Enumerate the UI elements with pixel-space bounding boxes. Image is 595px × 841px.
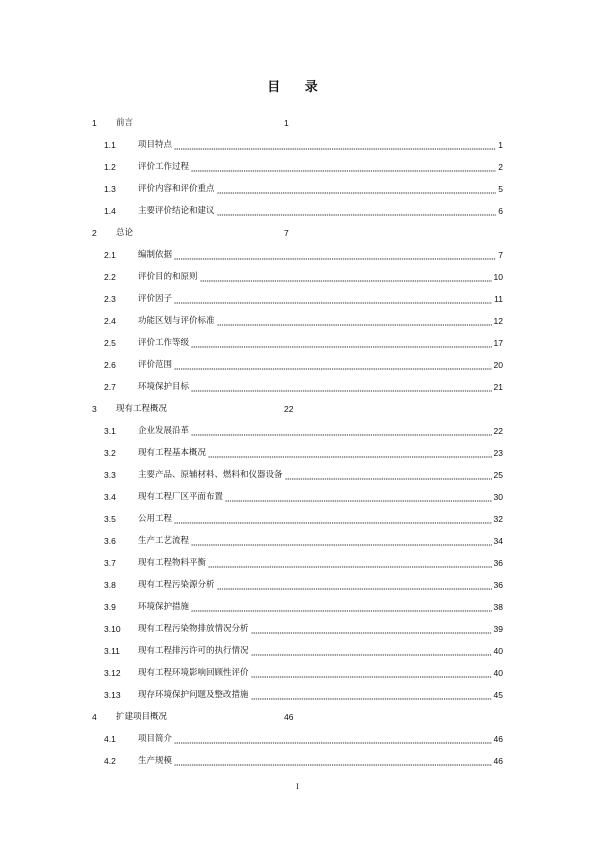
toc-entry-page: 40 [493,646,503,656]
toc-entry-page: 45 [493,690,503,700]
toc-entry-page: 17 [493,338,503,348]
toc-dot-leader [174,244,496,266]
toc-entry-label: 公用工程 [138,514,173,524]
toc-section-row[interactable] [0,508,595,530]
toc-section-row[interactable] [0,200,595,222]
toc-entry-number: 1.4 [104,206,116,216]
toc-entry-number: 3.12 [104,668,121,678]
toc-dot-leader [217,574,492,596]
toc-entry-page: 40 [493,668,503,678]
toc-entry-number: 2 [92,228,97,238]
toc-entry-label: 评价因子 [138,294,173,304]
toc-section-row[interactable] [0,574,595,596]
toc-entry-number: 3.5 [104,514,116,524]
toc-entry-label: 评价目的和原则 [138,272,198,282]
toc-entry-number: 2.5 [104,338,116,348]
toc-section-row[interactable] [0,244,595,266]
toc-entry-page: 1 [284,118,289,128]
toc-section-row[interactable] [0,640,595,662]
toc-entry-page: 38 [493,602,503,612]
toc-section-row[interactable] [0,442,595,464]
toc-entry-label: 主要评价结论和建议 [138,206,215,216]
toc-dot-leader [208,552,492,574]
toc-entry-page: 46 [493,734,503,744]
toc-entry-number: 4.2 [104,756,116,766]
toc-section-row[interactable] [0,464,595,486]
toc-dot-leader [191,420,492,442]
toc-entry-number: 3.8 [104,580,116,590]
toc-dot-leader [217,178,496,200]
toc-entry-number: 2.4 [104,316,116,326]
toc-chapter-row[interactable] [0,398,595,420]
toc-entry-number: 3.2 [104,448,116,458]
toc-dot-leader [251,618,492,640]
toc-entry-label: 现有工程概况 [116,404,168,414]
toc-section-row[interactable] [0,310,595,332]
toc-section-row[interactable] [0,618,595,640]
toc-dot-leader [208,442,492,464]
toc-entry-page: 36 [493,580,503,590]
toc-entry-label: 环境保护目标 [138,382,190,392]
toc-entry-label: 现有工程污染物排放情况分析 [138,624,249,634]
toc-entry-label: 项目简介 [138,734,173,744]
toc-section-row[interactable] [0,354,595,376]
toc-entry-number: 3.1 [104,426,116,436]
toc-dot-leader [191,596,492,618]
toc-entry-label: 生产规模 [138,756,173,766]
toc-dot-leader [217,310,492,332]
toc-section-row[interactable] [0,134,595,156]
toc-dot-leader [174,750,492,772]
toc-dot-leader [217,200,496,222]
toc-dot-leader [174,728,492,750]
toc-section-row[interactable] [0,486,595,508]
toc-section-row[interactable] [0,684,595,706]
toc-entry-label: 现有工程物料平衡 [138,558,207,568]
toc-dot-leader [251,684,492,706]
toc-dot-leader [200,266,492,288]
toc-entry-label: 企业发展沿革 [138,426,190,436]
toc-entry-number: 4.1 [104,734,116,744]
toc-entry-label: 功能区划与评价标准 [138,316,215,326]
toc-entry-number: 3.3 [104,470,116,480]
toc-entry-page: 7 [284,228,289,238]
toc-entry-number: 3.10 [104,624,121,634]
toc-entry-number: 2.3 [104,294,116,304]
toc-section-row[interactable] [0,596,595,618]
page-number: I [296,782,299,791]
toc-entry-label: 评价范围 [138,360,173,370]
toc-entry-page: 7 [498,250,503,260]
toc-entry-page: 22 [493,426,503,436]
toc-entry-label: 现有工程厂区平面布置 [138,492,224,502]
toc-entry-label: 扩建项目概况 [116,712,168,722]
toc-entry-number: 2.1 [104,250,116,260]
toc-entry-page: 2 [498,162,503,172]
toc-section-row[interactable] [0,420,595,442]
toc-entry-label: 评价工作过程 [138,162,190,172]
toc-entry-page: 5 [498,184,503,194]
toc-entry-number: 4 [92,712,97,722]
toc-entry-label: 现有工程排污许可的执行情况 [138,646,249,656]
toc-entry-number: 3.6 [104,536,116,546]
toc-entry-number: 2.6 [104,360,116,370]
toc-entry-number: 1 [92,118,97,128]
toc-section-row[interactable] [0,662,595,684]
toc-entry-label: 编制依据 [138,250,173,260]
toc-dot-leader [174,508,492,530]
toc-dot-leader [251,662,492,684]
toc-section-row[interactable] [0,728,595,750]
toc-entry-label: 现有工程污染源分析 [138,580,215,590]
toc-entry-label: 现有工程基本概况 [138,448,207,458]
toc-entry-page: 22 [284,404,294,414]
toc-entry-page: 10 [493,272,503,282]
toc-title: 目 录 [267,80,328,95]
toc-section-row[interactable] [0,156,595,178]
toc-chapter-row[interactable] [0,706,595,728]
toc-entry-number: 3.11 [104,646,120,656]
toc-section-row[interactable] [0,266,595,288]
toc-entry-number: 1.1 [104,140,116,150]
toc-entry-page: 36 [493,558,503,568]
toc-entry-page: 46 [493,756,503,766]
toc-entry-label: 项目特点 [138,140,173,150]
toc-chapter-row[interactable] [0,222,595,244]
toc-entry-label: 前言 [116,118,134,128]
toc-entry-label: 评价内容和评价重点 [138,184,215,194]
toc-chapter-row[interactable] [0,112,595,134]
toc-section-row[interactable] [0,288,595,310]
toc-dot-leader [174,134,496,156]
toc-entry-page: 1 [498,140,503,150]
toc-entry-number: 1.2 [104,162,116,172]
toc-entry-page: 12 [493,316,503,326]
toc-entry-page: 34 [493,536,503,546]
toc-entry-label: 评价工作等级 [138,338,190,348]
toc-dot-leader [191,530,492,552]
toc-entry-number: 2.7 [104,382,116,392]
toc-section-row[interactable] [0,530,595,552]
toc-entry-page: 32 [493,514,503,524]
toc-section-row[interactable] [0,332,595,354]
toc-entry-page: 25 [493,470,503,480]
toc-section-row[interactable] [0,178,595,200]
toc-entry-number: 3 [92,404,97,414]
toc-entry-page: 30 [493,492,503,502]
toc-entry-label: 主要产品、原辅材料、燃料和仪器设备 [138,470,283,480]
toc-entry-label: 现存环境保护问题及整改措施 [138,690,249,700]
toc-entry-label: 现有工程环境影响回顾性评价 [138,668,249,678]
toc-section-row[interactable] [0,552,595,574]
toc-entry-number: 3.9 [104,602,116,612]
toc-entry-page: 23 [493,448,503,458]
toc-section-row[interactable] [0,750,595,772]
toc-entry-page: 21 [493,382,503,392]
toc-dot-leader [285,464,492,486]
toc-dot-leader [174,354,492,376]
toc-entry-page: 46 [284,712,294,722]
toc-entry-page: 6 [498,206,503,216]
toc-entry-number: 3.7 [104,558,116,568]
toc-entry-page: 20 [493,360,503,370]
toc-dot-leader [174,288,492,310]
toc-dot-leader [225,486,492,508]
toc-entry-number: 1.3 [104,184,116,194]
toc-entry-page: 39 [493,624,503,634]
toc-dot-leader [191,156,496,178]
toc-dot-leader [251,640,492,662]
toc-entry-page: 11 [494,294,503,304]
toc-entry-number: 3.4 [104,492,116,502]
toc-dot-leader [191,376,492,398]
toc-entry-number: 3.13 [104,690,121,700]
toc-entry-number: 2.2 [104,272,116,282]
toc-entry-label: 环境保护措施 [138,602,190,612]
toc-section-row[interactable] [0,376,595,398]
toc-dot-leader [191,332,492,354]
toc-entry-label: 生产工艺流程 [138,536,190,546]
toc-entry-label: 总论 [116,228,134,238]
